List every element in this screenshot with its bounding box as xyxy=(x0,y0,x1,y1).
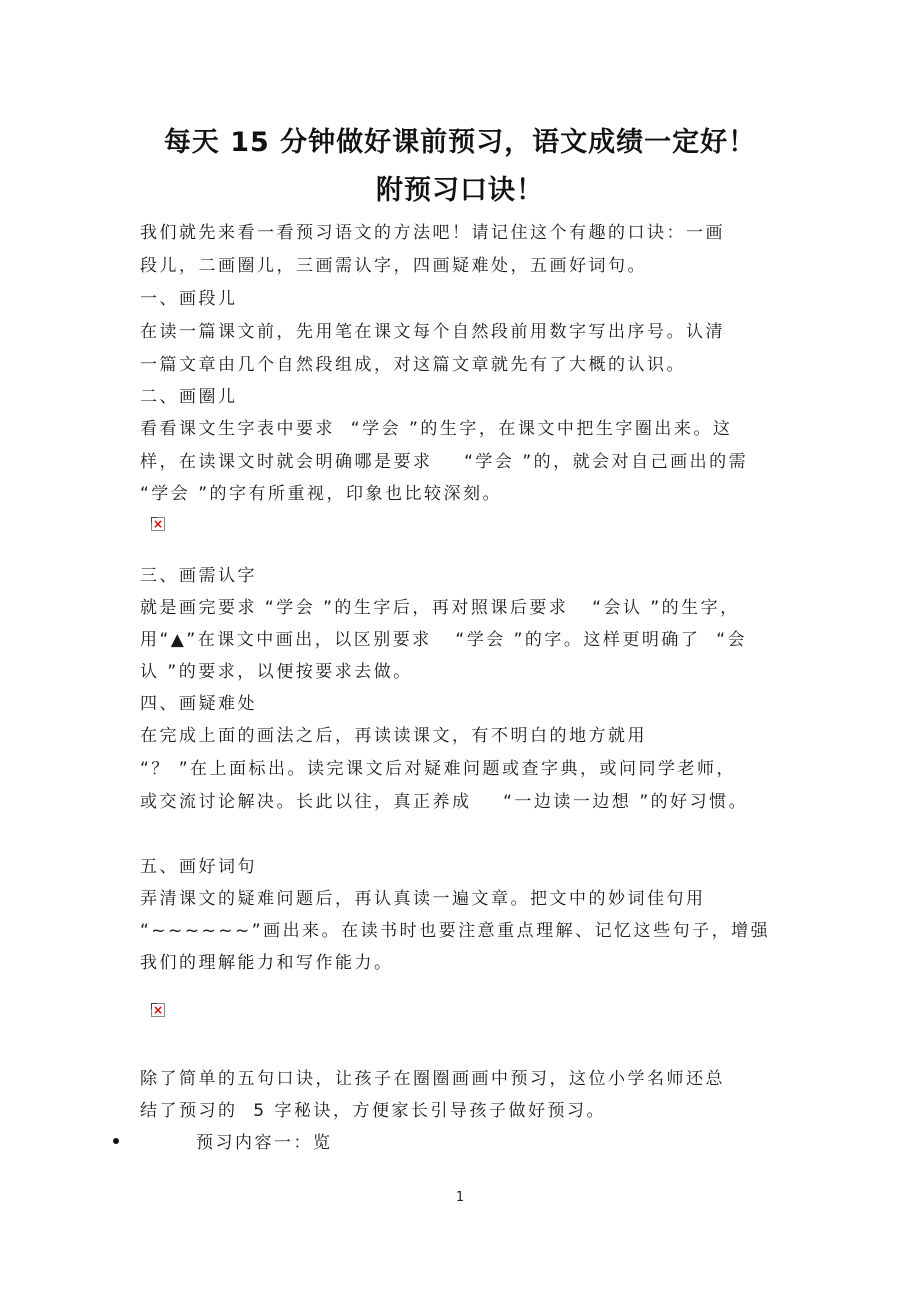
intro-line-2: 段儿，二画圈儿，三画需认字，四画疑难处，五画好词句。 xyxy=(140,256,647,276)
section-5-heading: 五、画好词句 xyxy=(140,857,257,877)
section-4-line-2: “？ ”在上面标出。读完课文后对疑难问题或查字典，或问同学老师， xyxy=(140,759,737,779)
section-3-heading: 三、画需认字 xyxy=(140,566,257,586)
section-4-line-1: 在完成上面的画法之后，再读读课文，有不明白的地方就用 xyxy=(140,726,647,746)
document-title-line-1: 每天 15 分钟做好课前预习，语文成绩一定好！ xyxy=(163,127,757,158)
broken-image-icon: × xyxy=(152,1003,164,1017)
section-5-line-1: 弄清课文的疑难问题后，再认真读一遍文章。把文中的妙词佳句用 xyxy=(140,889,706,909)
section-1-heading: 一、画段儿 xyxy=(140,289,238,309)
section-4-heading: 四、画疑难处 xyxy=(140,694,257,714)
intro-line-1: 我们就先来看一看预习语文的方法吧！请记住这个有趣的口诀：一画 xyxy=(140,223,725,243)
section-3-line-2: 用“▲”在课文中画出，以区别要求 “学会 ”的字。这样更明确了 “会 xyxy=(140,630,748,650)
section-5-line-3: 我们的理解能力和写作能力。 xyxy=(140,953,394,973)
bullet-icon xyxy=(113,1138,119,1144)
section-2-line-3: “学会 ”的字有所重视，印象也比较深刻。 xyxy=(140,484,503,504)
section-3-line-3: 认 ”的要求，以便按要求去做。 xyxy=(140,662,413,682)
page-number: 1 xyxy=(455,1190,465,1205)
section-2-line-2: 样，在读课文时就会明确哪是要求 “学会 ”的，就会对自己画出的需 xyxy=(140,452,749,472)
section-3-line-1: 就是画完要求 “学会 ”的生字后，再对照课后要求 “会认 ”的生字， xyxy=(140,598,740,618)
closing-line-1: 除了简单的五句口诀，让孩子在圈圈画画中预习，这位小学名师还总 xyxy=(140,1069,725,1089)
section-1-line-1: 在读一篇课文前，先用笔在课文每个自然段前用数字写出序号。认清 xyxy=(140,322,725,342)
broken-image-icon: × xyxy=(152,517,164,531)
section-2-line-1: 看看课文生字表中要求 “学会 ”的生字，在课文中把生字圈出来。这 xyxy=(140,419,733,439)
section-2-heading: 二、画圈儿 xyxy=(140,387,238,407)
document-title-line-2: 附预习口诀！ xyxy=(376,175,544,206)
bullet-item-text: 预习内容一：览 xyxy=(196,1133,333,1153)
section-4-line-3: 或交流讨论解决。长此以往，真正养成 “一边读一边想 ”的好习惯。 xyxy=(140,792,749,812)
closing-line-2: 结了预习的 5 字秘诀，方便家长引导孩子做好预习。 xyxy=(140,1101,607,1121)
section-5-line-2: “~~~~~~”画出来。在读书时也要注意重点理解、记忆这些句子，增强 xyxy=(140,921,771,941)
section-1-line-2: 一篇文章由几个自然段组成，对这篇文章就先有了大概的认识。 xyxy=(140,355,686,375)
